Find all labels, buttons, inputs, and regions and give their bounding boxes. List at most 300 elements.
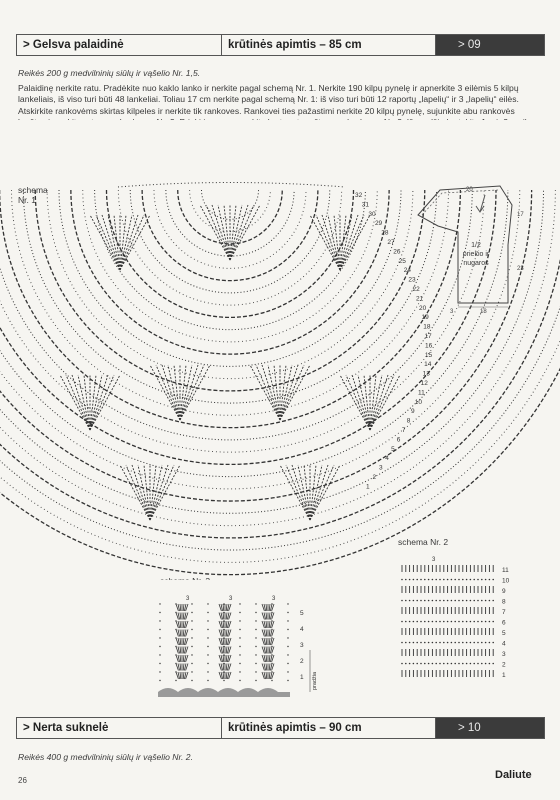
schema2-chain: [435, 621, 437, 623]
schema2-chain: [492, 579, 494, 581]
schema3-chain: [175, 629, 176, 630]
schema1-round: [0, 190, 472, 440]
schema2-chain: [454, 663, 456, 665]
schema2-chain: [416, 621, 418, 623]
schema3-chain: [239, 654, 240, 655]
schema2-chain: [443, 600, 445, 602]
schema2-chain: [432, 663, 434, 665]
schema2-chain: [473, 642, 475, 644]
schema3-chain: [159, 646, 160, 647]
schema2-chain: [466, 600, 468, 602]
schema3-chain: [159, 663, 160, 664]
schema2-chain: [420, 621, 422, 623]
schema2-chain: [413, 579, 415, 581]
schema1-row-number: 29: [374, 220, 383, 228]
schema2-chain: [451, 642, 453, 644]
schema3-chain: [207, 603, 208, 604]
schema3-chain: [271, 646, 272, 647]
section-number: > 09: [436, 35, 544, 55]
schema3-chain: [287, 680, 288, 681]
schema2-chain: [401, 663, 403, 665]
schema3-chain: [159, 620, 160, 621]
schema2-chain: [485, 642, 487, 644]
schema2-chain: [489, 642, 491, 644]
schema3-chain: [271, 637, 272, 638]
schema2-chain: [416, 663, 418, 665]
schema3-row-number: 5: [300, 610, 304, 617]
schema2-chain: [413, 600, 415, 602]
schema1-round: [0, 190, 496, 464]
schema2-chain: [470, 579, 472, 581]
schema1-fan-stitch: [120, 215, 132, 270]
schema1-fan-stitch: [280, 365, 292, 420]
schema3-chain: [207, 629, 208, 630]
schema2-chain: [443, 663, 445, 665]
brand-logo: Daliute: [495, 769, 532, 781]
schema1-row-number: 18: [423, 323, 431, 331]
schema1-row-number: 28: [381, 229, 389, 237]
schema3-chain: [271, 654, 272, 655]
schema2-chain: [458, 621, 460, 623]
schema2-chain: [473, 579, 475, 581]
schema3-chain: [255, 629, 256, 630]
schema1-fan-stitch: [132, 465, 150, 520]
schema1-row-number: 32: [355, 192, 363, 199]
schema2-chain: [477, 663, 479, 665]
schema2-chain: [489, 600, 491, 602]
schema2-chain: [458, 642, 460, 644]
pattern-dim-18: 18: [480, 309, 487, 315]
schema3-chain: [223, 680, 224, 681]
schema3-chain: [191, 663, 192, 664]
schema2-row-number: 8: [502, 598, 506, 606]
pattern-dim-17: 17: [517, 212, 524, 218]
schema2-chain: [447, 642, 449, 644]
schema2-chain: [447, 579, 449, 581]
schema2-chain: [439, 579, 441, 581]
schema3-chain: [159, 671, 160, 672]
schema3-chain: [159, 603, 160, 604]
schema1-fan-stitch: [206, 205, 230, 260]
bust-measure-2: krūtinės apimtis – 90 cm: [222, 718, 436, 738]
schema2-chain: [401, 600, 403, 602]
schema2-chain: [451, 600, 453, 602]
schema2-chain: [451, 621, 453, 623]
schema1-mask-bottom: [0, 580, 395, 710]
schema1-row-number: 22: [412, 286, 420, 293]
schema1-row-number: 25: [398, 257, 406, 265]
schema1-row-number: 9: [410, 408, 415, 416]
schema3-chain: [175, 637, 176, 638]
schema1-fan-stitch: [256, 365, 280, 420]
schema3-chain: [159, 612, 160, 613]
schema3-row-number: 2: [300, 658, 304, 665]
schema2-chain: [492, 621, 494, 623]
schema2-chain: [428, 621, 430, 623]
schema3-chain: [255, 654, 256, 655]
schema1-row-number: 16: [424, 342, 433, 350]
schema3-chain: [271, 629, 272, 630]
schema2-chain: [454, 600, 456, 602]
schema2-chain: [413, 642, 415, 644]
schema1-fan-stitch: [212, 205, 230, 260]
schema2-chain: [462, 642, 464, 644]
schema1-fan-stitch: [310, 465, 328, 520]
pattern-half-label: 1/2 priekio ir nugaros: [462, 242, 490, 267]
schema1-fan-stitch: [346, 375, 370, 430]
schema2-chain: [439, 642, 441, 644]
schema2-chain: [432, 600, 434, 602]
schema1-fan-stitch: [120, 215, 138, 270]
schema1-fan-stitch: [138, 465, 150, 520]
schema2-chain: [428, 663, 430, 665]
schema3-chain: [207, 637, 208, 638]
schema1-row-number: 6: [396, 436, 401, 444]
schema2-chain: [481, 642, 483, 644]
schema3-chain: [223, 654, 224, 655]
schema2-chain: [424, 642, 426, 644]
schema1-fan-stitch: [90, 375, 108, 430]
schema1-row-number: 13: [422, 370, 430, 378]
schema3-chain: [223, 671, 224, 672]
schema2-row-number: 11: [502, 567, 509, 574]
schema2-chain: [470, 663, 472, 665]
schema3-chain: [287, 646, 288, 647]
schema3-chain: [175, 671, 176, 672]
schema1-row-number: 7: [401, 427, 406, 434]
schema3-chain: [271, 680, 272, 681]
schema3-chain: [255, 671, 256, 672]
schema2-chain: [458, 579, 460, 581]
schema3-chain: [191, 603, 192, 604]
schema2-chain: [458, 600, 460, 602]
schema1-round: [47, 190, 413, 379]
schema3-chain: [239, 637, 240, 638]
schema2-chain: [416, 642, 418, 644]
schema1-row-number: 5: [391, 445, 395, 453]
schema1-round: [0, 190, 560, 538]
schema2-chain: [477, 621, 479, 623]
schema1-fan-stitch: [316, 215, 340, 270]
schema3-chain: [191, 620, 192, 621]
schema3-chain: [175, 680, 176, 681]
schema2-chain: [413, 621, 415, 623]
schema3-chain: [159, 637, 160, 638]
schema2-chain: [428, 642, 430, 644]
schema3-chain: [175, 663, 176, 664]
schema2-top-mark: 3: [432, 557, 436, 563]
schema2-chain: [409, 579, 411, 581]
schema2-chain: [424, 579, 426, 581]
schema3-chain: [255, 603, 256, 604]
schema1-fan-stitch: [90, 375, 114, 430]
schema2-chain: [473, 600, 475, 602]
schema2-chain: [428, 600, 430, 602]
schema3-chain: [191, 654, 192, 655]
schema1-fan-stitch: [298, 465, 310, 520]
schema3-chain: [239, 603, 240, 604]
schema3-chain: [223, 603, 224, 604]
schema3-chain: [207, 680, 208, 681]
schema3-row-number: 3: [300, 642, 304, 649]
schema1-row-number: 31: [361, 201, 369, 209]
schema2-chain: [466, 579, 468, 581]
schema1-round: [0, 190, 555, 526]
instructions-text: Palaidinę nerkite ratu. Pradėkite nuo kaklo lanko ir nerkite pagal schemą Nr. 1. Nerkite 190 kilpų pynelę ir apnerkite 3 eilėmis 5 kilpų lankeliais, iš viso turi būti 48 lankeliai. Toliau 17 cm nerkite pagal schemą Nr. 1: iš viso turi būti 12 raportų „lapelių“ ir 3 „lapelių“ eilės. Atskirkite rankovėms skirtas kilpeles ir nerkite tik rankoves. Rankovei ties pažastimi nerkite 20 kilpų pynelę, sujunkite abu rankovės: [18, 83, 519, 116]
schema3-chain: [287, 671, 288, 672]
schema2-chain: [405, 579, 407, 581]
schema1-row-number: 26: [393, 248, 401, 256]
schema2-chain: [443, 621, 445, 623]
schema1-fan-stitch: [340, 215, 352, 270]
schema1-row-number: 27: [387, 239, 395, 246]
section-title: > Gelsva palaidinė: [17, 35, 222, 55]
schema3-chain: [255, 663, 256, 664]
schema3-chain: [207, 671, 208, 672]
schema2-chain: [447, 663, 449, 665]
schema2-chain: [481, 600, 483, 602]
schema2-row-number: 6: [502, 619, 506, 627]
schema2-chain: [451, 579, 453, 581]
schema1-fan-stitch: [340, 215, 364, 270]
bust-measure: krūtinės apimtis – 85 cm: [222, 35, 436, 55]
schema3-chain: [287, 629, 288, 630]
schema3-chain: [207, 663, 208, 664]
schema1-row-number: 17: [424, 333, 432, 340]
schema1-round: [0, 190, 544, 513]
schema1-fan-stitch: [168, 365, 180, 420]
schema2-chain: [489, 663, 491, 665]
schema1-fan-stitch: [180, 365, 204, 420]
schema3-chain: [239, 612, 240, 613]
schema3-chain: [255, 646, 256, 647]
schema2-row-number: 4: [502, 640, 506, 648]
schema1-fan-stitch: [180, 365, 198, 420]
schema3-chain: [239, 646, 240, 647]
schema1-fan-stitch: [370, 375, 394, 430]
schema2-chain: [435, 600, 437, 602]
schema2-chain: [420, 600, 422, 602]
schema3-chain: [191, 680, 192, 681]
schema1-fan-stitch: [150, 465, 174, 520]
schema3-mark: 3: [229, 596, 233, 602]
schema3-chain: [223, 663, 224, 664]
schema1-label: schema Nr. 1: [18, 185, 48, 205]
schema1-row-number: 3: [378, 464, 383, 472]
schema2-chain: [492, 600, 494, 602]
pattern-dim-23: 23: [517, 266, 524, 272]
schema1-row-number: 8: [406, 417, 411, 425]
schema3-chain: [175, 612, 176, 613]
schema3-chain: [287, 663, 288, 664]
schema1-fan-stitch: [150, 465, 168, 520]
schema2-chain: [409, 621, 411, 623]
schema3-mark: 3: [272, 596, 276, 602]
schema3-chain: [255, 680, 256, 681]
schema1-row-number: 21: [416, 295, 424, 303]
schema3-row-number: 1: [300, 674, 304, 681]
schema3-chain: [287, 620, 288, 621]
section2-number: > 10: [436, 718, 544, 738]
schema2-chain: [405, 600, 407, 602]
schema2-label: schema Nr. 2: [398, 537, 449, 547]
materials-note: Reikės 200 g medvilninių siūlų ir vąšelio Nr. 1,5.: [18, 68, 201, 78]
schema2-row-number: 9: [502, 588, 506, 595]
schema1-row-number: 4: [385, 455, 389, 463]
pattern-dim-20: 20: [466, 187, 473, 193]
schema3-chain: [175, 654, 176, 655]
schema2-chain: [481, 663, 483, 665]
schema2-chain: [466, 642, 468, 644]
schema2-chain: [481, 579, 483, 581]
schema3-chain: [271, 603, 272, 604]
schema3-chain: [175, 646, 176, 647]
schema3-chain: [287, 612, 288, 613]
schema3-chain: [207, 654, 208, 655]
schema2-chain: [485, 621, 487, 623]
schema3-chain: [239, 620, 240, 621]
schema3-chain: [271, 671, 272, 672]
schema1-fan-stitch: [72, 375, 90, 430]
schema1-fan-stitch: [108, 215, 120, 270]
schema2-chain: [470, 600, 472, 602]
schema3-chain: [271, 612, 272, 613]
schema2-chain: [405, 642, 407, 644]
schema3-chain: [287, 603, 288, 604]
schema1-fan-stitch: [230, 205, 248, 260]
schema3-chain: [239, 663, 240, 664]
schema1-round: [0, 190, 560, 575]
schema2-chain: [432, 579, 434, 581]
schema2-chain: [451, 663, 453, 665]
schema3-row-number: 4: [300, 626, 304, 633]
schema3-side-label: pradžia: [312, 671, 318, 690]
schema2-chain: [447, 621, 449, 623]
schema1-row-number: 30: [368, 210, 376, 218]
schema2-chain: [432, 621, 434, 623]
schema2-row-number: 5: [502, 630, 506, 637]
schema3-chain: [159, 629, 160, 630]
schema2-chain: [435, 642, 437, 644]
schema3-chain: [191, 637, 192, 638]
schema2-chain: [454, 642, 456, 644]
schema1-round: [71, 190, 389, 354]
schema2-chain: [447, 600, 449, 602]
schema3-chain: [287, 654, 288, 655]
schema1-fan-stitch: [370, 375, 382, 430]
schema2-chain: [485, 579, 487, 581]
schema2-chain: [485, 663, 487, 665]
schema2-chain: [413, 663, 415, 665]
schema2-chain: [466, 621, 468, 623]
schema2-chain: [420, 663, 422, 665]
schema2-chain: [435, 663, 437, 665]
schema1-fan-stitch: [280, 365, 298, 420]
schema1-row-number: 11: [418, 389, 425, 397]
schema2-chain: [409, 663, 411, 665]
schema1-round: [0, 190, 532, 501]
schema1-fan-stitch: [310, 465, 322, 520]
schema2-row-number: 1: [502, 672, 506, 679]
schema2-chain: [454, 621, 456, 623]
schema2-chain: [416, 600, 418, 602]
schema2-chain: [409, 642, 411, 644]
schema2-chain: [443, 579, 445, 581]
schema1-fan-stitch: [230, 205, 254, 260]
schema3-chain: [191, 629, 192, 630]
schema1-fan-stitch: [262, 365, 280, 420]
schema3-chain: [159, 680, 160, 681]
schema1-fan-stitch: [230, 205, 242, 260]
schema2-chain: [462, 600, 464, 602]
schema3-chain: [239, 671, 240, 672]
schema3-chain: [191, 612, 192, 613]
schema3-chain: [191, 671, 192, 672]
schema2-chain: [439, 663, 441, 665]
schema2-row-number: 2: [502, 661, 506, 669]
schema2-chain: [458, 663, 460, 665]
schema1-row-number: 1: [365, 483, 370, 491]
schema1-fan-stitch: [78, 375, 90, 430]
schema3-chain: [271, 663, 272, 664]
schema3-chain: [207, 612, 208, 613]
schema2-chain: [409, 600, 411, 602]
schema1-fan-stitch: [120, 215, 144, 270]
schema2-chain: [428, 579, 430, 581]
schema1-mask: [0, 120, 560, 185]
schema2-chain: [470, 621, 472, 623]
schema1-fan-stitch: [292, 465, 310, 520]
materials-note-2: Reikės 400 g medvilninių siūlų ir vąšelio Nr. 2.: [18, 752, 193, 762]
schema3-chain: [207, 646, 208, 647]
schema1-row-number: 10: [414, 398, 423, 406]
schema3-chain: [223, 646, 224, 647]
schema3-chain: [191, 646, 192, 647]
schema2-chain: [477, 579, 479, 581]
schema2-chain: [416, 579, 418, 581]
schema1-diagram: [0, 120, 560, 710]
schema2-chain: [481, 621, 483, 623]
schema2-chain: [439, 621, 441, 623]
schema3-chain: [255, 620, 256, 621]
schema2-chain: [405, 621, 407, 623]
schema2-chain: [454, 579, 456, 581]
schema1-fan-stitch: [328, 215, 340, 270]
schema3-chain: [239, 629, 240, 630]
schema1-fan-stitch: [96, 215, 120, 270]
schema1-row-number: 14: [424, 361, 432, 369]
schema2-chain: [432, 642, 434, 644]
schema3-chain: [223, 620, 224, 621]
schema2-row-number: 7: [502, 609, 506, 616]
schema1-row-number: 23: [408, 276, 416, 284]
schema2-chain: [424, 663, 426, 665]
schema2-chain: [401, 621, 403, 623]
schema1-row-number: 12: [420, 380, 428, 387]
schema2-row-number: 10: [502, 577, 510, 585]
schema1-round: [154, 190, 306, 268]
schema2-chain: [492, 663, 494, 665]
schema2-chain: [462, 663, 464, 665]
schema3-chain: [175, 620, 176, 621]
schema2-chain: [477, 642, 479, 644]
schema2-chain: [489, 621, 491, 623]
schema2-chain: [435, 579, 437, 581]
schema2-chain: [473, 663, 475, 665]
schema2-chain: [401, 579, 403, 581]
schema1-fan-stitch: [370, 375, 388, 430]
schema2-chain: [477, 600, 479, 602]
